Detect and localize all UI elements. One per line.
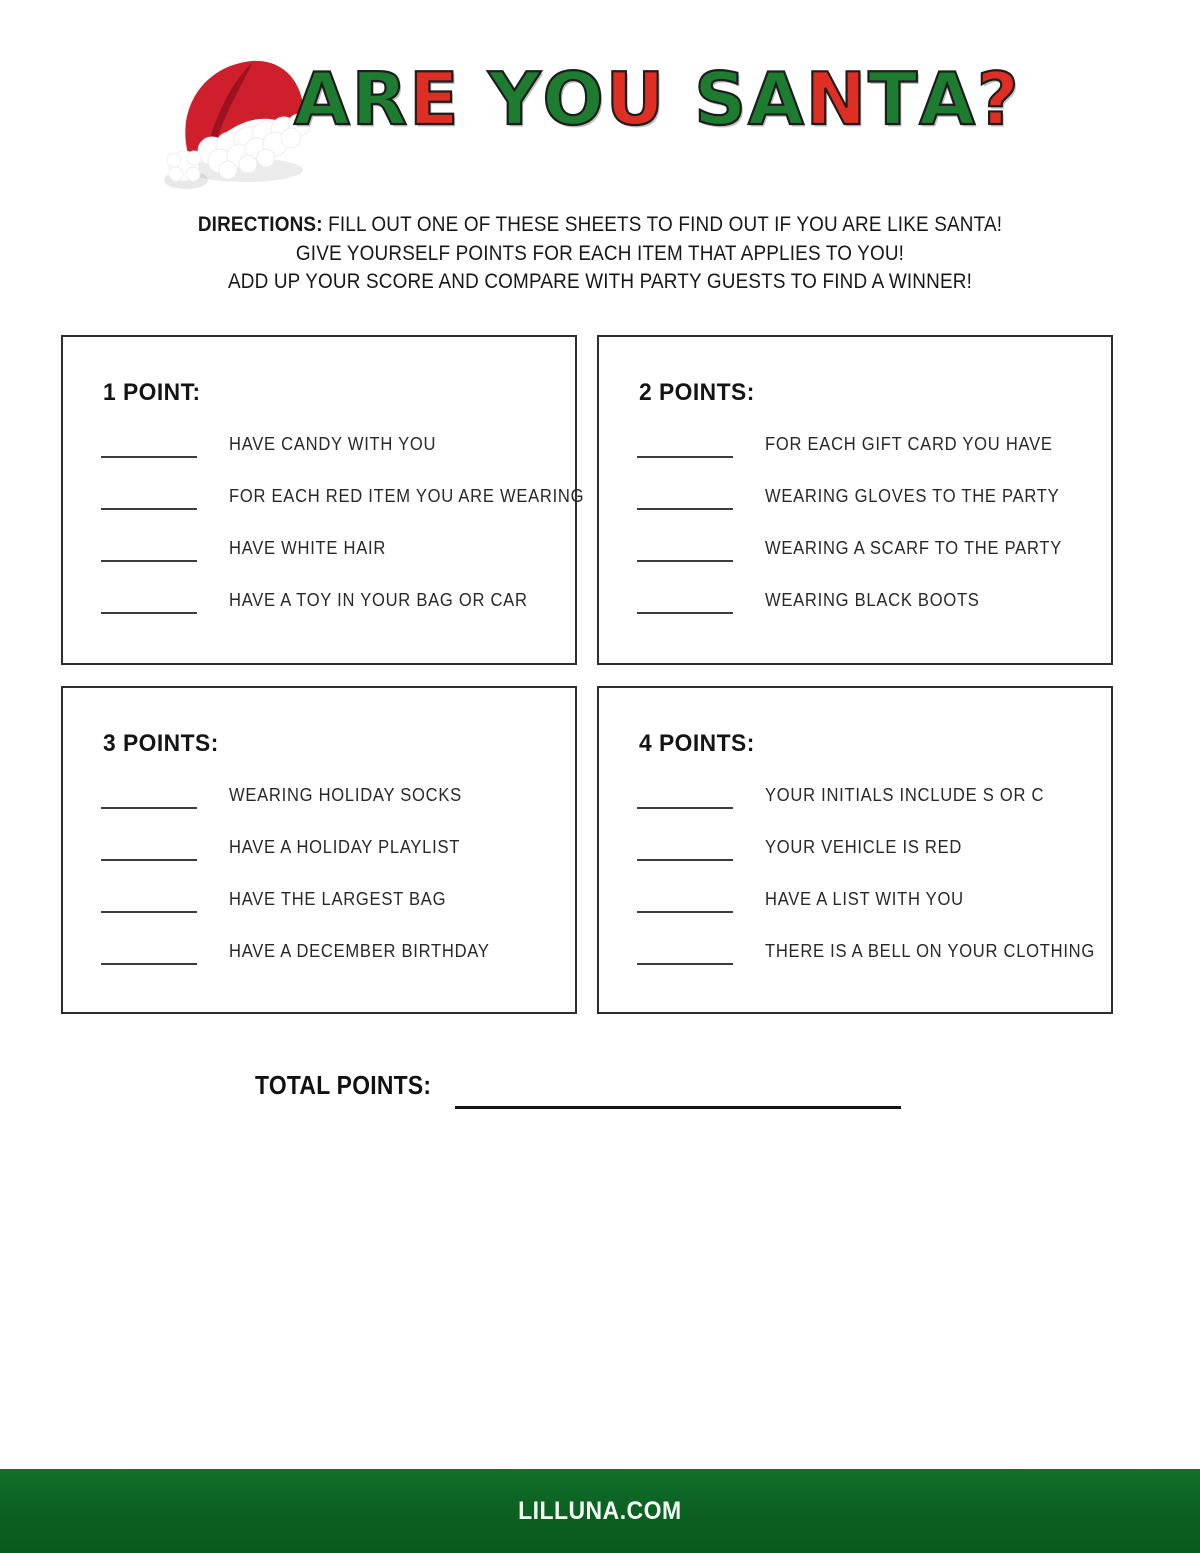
score-item-row [599,930,1111,982]
score-item-row [599,527,1111,579]
points-blank-line [637,508,733,510]
box-3-items [63,774,575,982]
total-points-row [0,1070,1200,1120]
title-letter: N [805,57,869,141]
item-label: THERE IS A BELL ON YOUR CLOTHING [765,941,1095,961]
box-4-heading: 4 POINTS: [639,730,755,757]
points-blank-line [101,508,197,510]
title-letter: O [542,57,606,141]
directions-line-1 [60,211,1140,240]
points-blank-line [637,456,733,458]
footer-bar [0,1469,1200,1553]
points-blank-line [101,859,197,861]
directions-line-3: ADD UP YOUR SCORE AND COMPARE WITH PARTY GUESTS TO FIND A WINNER! [227,270,973,293]
score-item-row [599,475,1111,527]
score-box-4-points [597,686,1113,1014]
score-item-row [599,826,1111,878]
item-label: HAVE A TOY IN YOUR BAG OR CAR [229,590,528,610]
score-item-row [63,527,575,579]
score-item-row [599,878,1111,930]
title-letter: A [294,57,352,141]
title-word [488,58,666,141]
item-label: FOR EACH RED ITEM YOU ARE WEARING [229,486,585,506]
points-blank-line [637,612,733,614]
points-blank-line [101,560,197,562]
item-label: HAVE THE LARGEST BAG [229,889,447,909]
directions-text [60,211,1140,297]
score-box-2-points [597,335,1113,665]
box-4-items [599,774,1111,982]
score-item-row [599,423,1111,475]
title-word [294,58,460,141]
directions-line-2: GIVE YOURSELF POINTS FOR EACH ITEM THAT APPLIES TO YOU! [295,241,905,265]
item-label: YOUR INITIALS INCLUDE S OR C [765,785,1045,805]
box-2-items [599,423,1111,631]
item-label: WEARING GLOVES TO THE PARTY [765,486,1060,506]
score-item-row [63,579,575,631]
directions-line-1-text: FILL OUT ONE OF THESE SHEETS TO FIND OUT IF YOU ARE LIKE SANTA! [328,213,1003,236]
title-letter: E [409,57,461,141]
points-blank-line [101,807,197,809]
score-item-row [599,774,1111,826]
item-label: HAVE A DECEMBER BIRTHDAY [229,941,490,961]
points-blank-line [637,859,733,861]
page-title [294,58,1021,154]
box-1-items [63,423,585,631]
footer-site-label: LILLUNA.COM [518,1496,682,1525]
title-letter: ? [976,57,1021,141]
score-item-row [63,826,575,878]
item-label: HAVE A LIST WITH YOU [765,889,964,909]
total-points-label: TOTAL POINTS: [255,1070,432,1100]
box-1-heading: 1 POINT: [103,379,201,406]
points-blank-line [637,963,733,965]
score-item-row [599,579,1111,631]
points-blank-line [637,807,733,809]
total-points-blank-line [455,1106,901,1109]
score-box-3-points [61,686,577,1014]
item-label: YOUR VEHICLE IS RED [765,837,963,857]
score-item-row [63,774,575,826]
title-letter: U [605,57,667,141]
box-3-heading: 3 POINTS: [103,730,219,757]
score-item-row [63,930,575,982]
item-label: HAVE WHITE HAIR [229,538,387,558]
score-item-row [63,423,575,475]
title-letter: S [694,57,749,141]
title-letter: T [868,57,920,141]
score-item-row [63,878,575,930]
directions-label: DIRECTIONS: [197,213,323,236]
item-label: WEARING A SCARF TO THE PARTY [765,538,1062,558]
title-letter: Y [488,57,543,141]
points-blank-line [101,612,197,614]
title-letter: A [919,57,977,141]
title-word [694,58,1020,141]
score-item-row [63,475,585,527]
item-label: WEARING BLACK BOOTS [765,590,980,610]
points-blank-line [101,963,197,965]
points-blank-line [101,456,197,458]
score-box-1-point [61,335,585,665]
points-blank-line [637,560,733,562]
title-letter: R [351,57,410,141]
item-label: HAVE CANDY WITH YOU [229,434,437,454]
points-blank-line [637,911,733,913]
box-2-heading: 2 POINTS: [639,379,755,406]
title-letter: A [748,57,806,141]
points-blank-line [101,911,197,913]
item-label: HAVE A HOLIDAY PLAYLIST [229,837,461,857]
item-label: WEARING HOLIDAY SOCKS [229,785,462,805]
item-label: FOR EACH GIFT CARD YOU HAVE [765,434,1053,454]
